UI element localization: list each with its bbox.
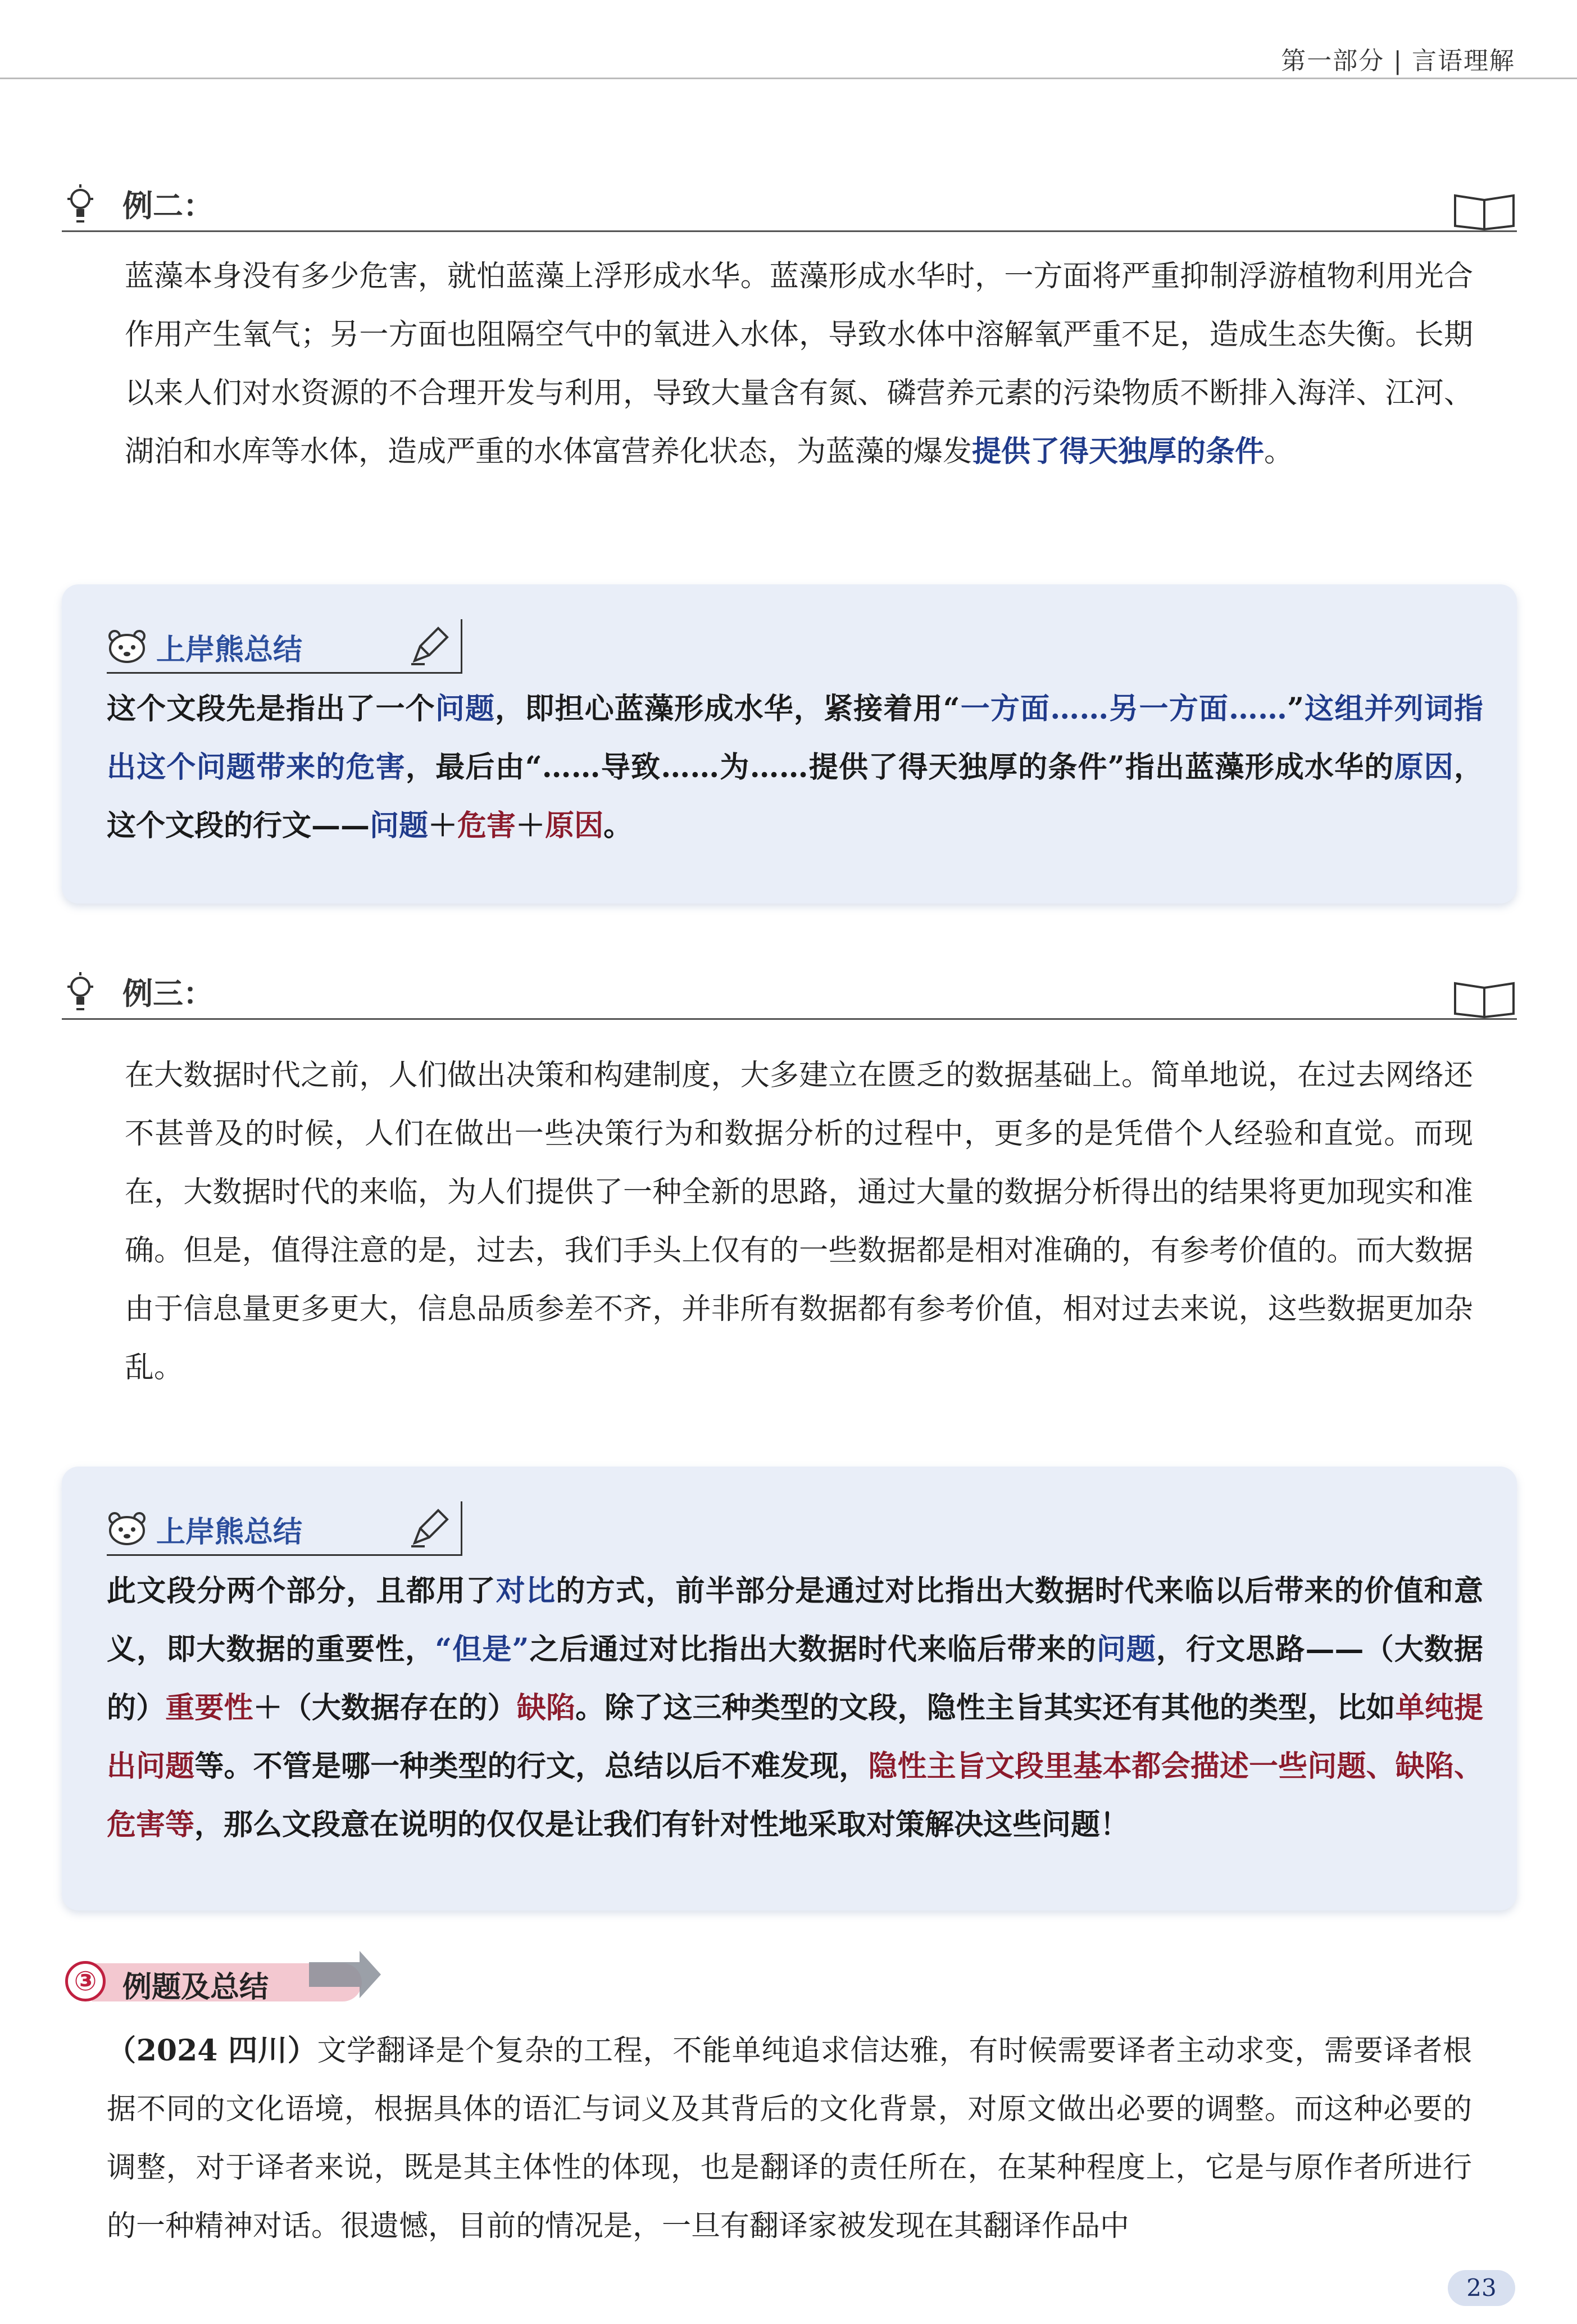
example3-heading	[62, 966, 1517, 1023]
section-number: ③	[65, 1961, 106, 2001]
summary-title: 上岸熊总结	[156, 633, 303, 667]
example2-heading	[62, 179, 1517, 235]
summary-tag	[107, 619, 462, 674]
bear-icon	[107, 627, 147, 664]
summary1-text: 这个文段先是指出了一个问题，即担心蓝藻形成水华，紧接着用“一方面……另一方面……”这组并列词指出这个问题带来的危害，最后由“……导致……为……提供了得天独厚的条件”指出蓝藻形成水华的原因，这个文段的行文——问题＋危害＋原因。	[107, 692, 1483, 843]
arrow-icon	[303, 1951, 382, 2007]
pen-icon	[408, 623, 453, 668]
example2-label: 例二：	[122, 188, 213, 224]
summary-tag	[107, 1501, 462, 1556]
lightbulb-icon	[65, 971, 96, 1016]
lightbulb-icon	[65, 183, 96, 228]
open-book-icon	[1452, 977, 1517, 1019]
page-number: 23	[1448, 2270, 1515, 2306]
summary-title: 上岸熊总结	[156, 1515, 303, 1549]
bear-icon	[107, 1509, 147, 1546]
summary2-text: 此文段分两个部分，且都用了对比的方式，前半部分是通过对比指出大数据时代来临以后带来的价值和意义，即大数据的重要性，“但是”之后通过对比指出大数据时代来临后带来的问题，行文思路——（大数据的）重要性＋（大数据存在的）缺陷。除了这三种类型的文段，隐性主旨其实还有其他的类型，比如单纯提出问题等。不管是哪一种类型的行文，总结以后不难发现，隐性主旨文段里基本都会描述一些问题、缺陷、危害等，那么文段意在说明的仅仅是让我们有针对性地采取对策解决这些问题！	[107, 1574, 1483, 1842]
summary-box-1	[62, 584, 1517, 904]
section-title: 例题及总结	[122, 1971, 269, 2004]
header-rule	[0, 78, 1577, 79]
section3-heading	[56, 1953, 371, 2009]
heading-rule	[62, 1018, 1517, 1020]
example3-text: 在大数据时代之前，人们做出决策和构建制度，大多建立在匮乏的数据基础上。简单地说，在过去网络还不甚普及的时候，人们在做出一些决策行为和数据分析的过程中，更多的是凭借个人经验和直觉。而现在，大数据时代的来临，为人们提供了一种全新的思路，通过大量的数据分析得出的结果将更加现实和准确。但是，值得注意的是，过去，我们手头上仅有的一些数据都是相对准确的，有参考价值的。而大数据由于信息量更多更大，信息品质参差不齐，并非所有数据都有参考价值，相对过去来说，这些数据更加杂乱。	[125, 1059, 1473, 1385]
summary-box-2	[62, 1467, 1517, 1910]
heading-rule	[62, 230, 1517, 232]
section3-text: （2024 四川）文学翻译是个复杂的工程，不能单纯追求信达雅，有时候需要译者主动求变，需要译者根据不同的文化语境，根据具体的语汇与词义及其背后的文化背景，对原文做出必要的调整。而这种必要的调整，对于译者来说，既是其主体性的体现，也是翻译的责任所在，在某种程度上，它是与原作者所进行的一种精神对话。很遗憾，目前的情况是，一旦有翻译家被发现在其翻译作品中	[107, 2034, 1472, 2243]
example2-text: 蓝藻本身没有多少危害，就怕蓝藻上浮形成水华。蓝藻形成水华时，一方面将严重抑制浮游植物利用光合作用产生氧气；另一方面也阻隔空气中的氧进入水体，导致水体中溶解氧严重不足，造成生态失衡。长期以来人们对水资源的不合理开发与利用，导致大量含有氮、磷营养元素的污染物质不断排入海洋、江河、湖泊和水库等水体，造成严重的水体富营养化状态，为蓝藻的爆发提供了得天独厚的条件。	[125, 260, 1473, 469]
open-book-icon	[1452, 189, 1517, 232]
pen-icon	[408, 1505, 453, 1550]
page-header: 第一部分 | 言语理解	[1281, 47, 1515, 75]
example3-label: 例三：	[122, 976, 213, 1011]
